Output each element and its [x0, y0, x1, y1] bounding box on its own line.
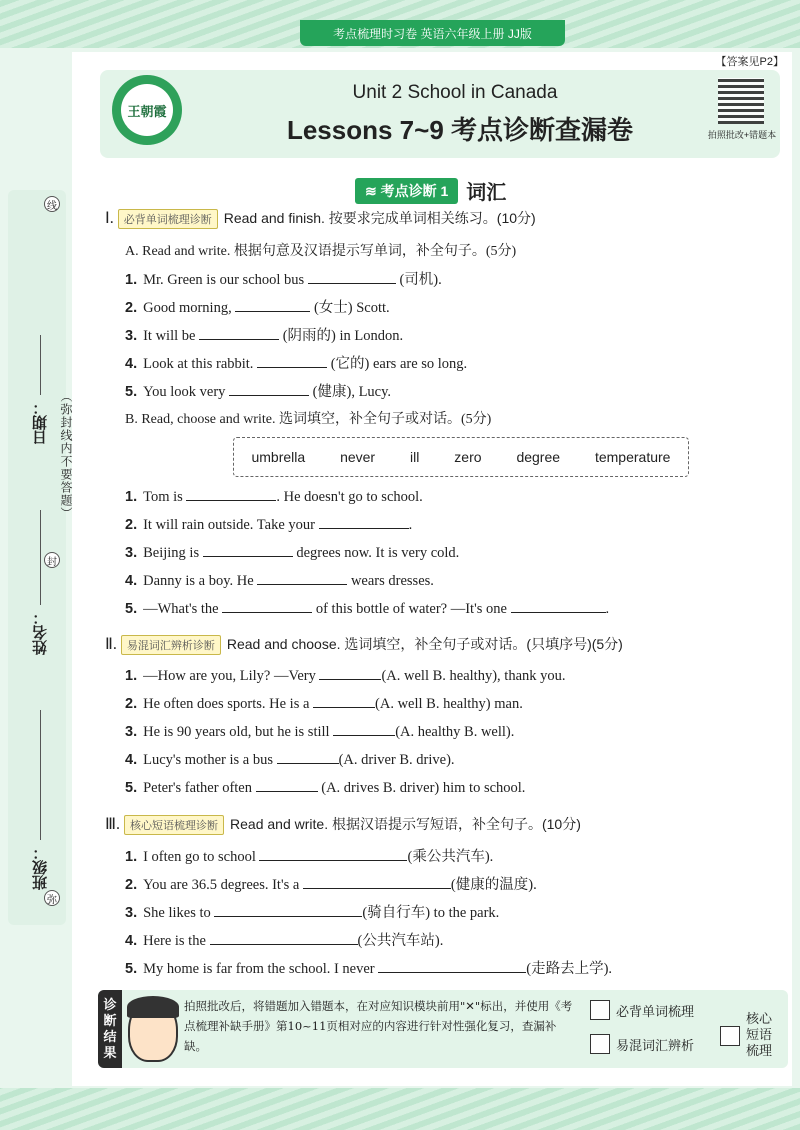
class-label: 班级： [32, 845, 49, 890]
answer-reference: 【答案见P2】 [712, 52, 788, 70]
check-confusing-words[interactable]: 易混词汇辨析 [590, 1034, 694, 1054]
answer-blank[interactable] [235, 297, 310, 312]
q3-heading: Ⅲ. 核心短语梳理诊断 Read and write. 根据汉语提示写短语，补全句子。(10分) [105, 816, 581, 833]
word-bank-item: degree [516, 449, 561, 465]
answer-blank[interactable] [303, 874, 451, 889]
cartoon-boy-icon [128, 998, 178, 1062]
section-tag: ≋ 考点诊断 1 [355, 178, 458, 204]
series-banner: 考点梳理时习卷 英语六年级上册 JJ版 [300, 20, 565, 46]
word-bank-item: umbrella [251, 449, 306, 465]
q3-item-5: 5. My home is far from the school. I never (走路去上学). [125, 957, 612, 978]
answer-blank[interactable] [308, 269, 396, 284]
q1b-item-3: 3. Beijing is degrees now. It is very cold. [125, 542, 459, 562]
answer-blank[interactable] [214, 902, 362, 917]
name-label: 姓名： [32, 610, 49, 655]
qr-caption: 拍照批改+错题本 [707, 130, 777, 140]
q2-item-1: 1. —How are you, Lily? —Very (A. well B. healthy), thank you. [125, 665, 566, 685]
answer-blank[interactable] [319, 665, 381, 680]
q1a-item-5: 5. You look very (健康), Lucy. [125, 380, 391, 401]
check-core-phrases[interactable]: 核心短语梳理 [720, 1012, 778, 1060]
q1b-item-5: 5. —What's the of this bottle of water? —It's one . [125, 598, 609, 618]
q1-heading: Ⅰ. 必背单词梳理诊断 Read and finish. 按要求完成单词相关练习。(10分) [105, 210, 536, 227]
date-line [40, 335, 41, 395]
lessons-title: Lessons 7~9 考点诊断查漏卷 [286, 115, 634, 145]
answer-blank[interactable] [256, 777, 318, 792]
diagnosis-instructions: 拍照批改后，将错题加入错题本，在对应知识模块前用"✕"标出，并使用《考点梳理补缺手册》第10~11页相对应的内容进行针对性强化复习，查漏补缺。 [184, 999, 573, 1053]
q1a-item-4: 4. Look at this rabbit. (它的) ears are so long. [125, 352, 467, 373]
checkbox-icon[interactable] [720, 1026, 740, 1046]
answer-blank[interactable] [313, 693, 375, 708]
answer-blank[interactable] [203, 542, 293, 557]
q1b-item-4: 4. Danny is a boy. He wears dresses. [125, 570, 434, 590]
section-title: 词汇 [466, 182, 507, 204]
answer-blank[interactable] [186, 486, 276, 501]
checkbox-icon[interactable] [590, 1034, 610, 1054]
check-required-words[interactable]: 必背单词梳理 [590, 1000, 694, 1020]
class-line [40, 710, 41, 840]
seal-mark-line: 线 [44, 196, 60, 212]
q2-item-2: 2. He often does sports. He is a (A. well B. healthy) man. [125, 693, 523, 713]
checkbox-icon[interactable] [590, 1000, 610, 1020]
bottom-band [0, 1088, 800, 1130]
section-heading [355, 176, 506, 205]
date-label: 日期： [32, 400, 49, 445]
word-bank-item: never [340, 449, 376, 465]
seal-mark-mi: 弥 [44, 890, 60, 906]
q2-item-4: 4. Lucy's mother is a bus (A. driver B. drive). [125, 749, 455, 769]
answer-blank[interactable] [210, 930, 358, 945]
brand-logo: 王朝霞 [112, 75, 182, 145]
answer-blank[interactable] [511, 598, 606, 613]
seal-note: （弥封线内不要答题） [59, 390, 73, 520]
q3-item-1: 1. I often go to school (乘公共汽车). [125, 845, 493, 866]
q3-item-2: 2. You are 36.5 degrees. It's a (健康的温度). [125, 873, 537, 894]
answer-blank[interactable] [257, 353, 327, 368]
answer-blank[interactable] [378, 958, 526, 973]
answer-blank[interactable] [277, 749, 339, 764]
answer-blank[interactable] [333, 721, 395, 736]
seal-mark-seal: 封 [44, 552, 60, 568]
answer-blank[interactable] [319, 514, 409, 529]
answer-blank[interactable] [259, 846, 407, 861]
q1b-item-2: 2. It will rain outside. Take your . [125, 514, 412, 534]
qr-code-icon[interactable] [718, 78, 764, 124]
q3-item-3: 3. She likes to (骑自行车) to the park. [125, 901, 499, 922]
answer-blank[interactable] [229, 381, 309, 396]
side-info-strip [8, 190, 73, 925]
q2-item-5: 5. Peter's father often (A. drives B. driver) him to school. [125, 777, 525, 797]
answer-blank[interactable] [222, 598, 312, 613]
unit-title: Unit 2 School in Canada [352, 82, 558, 103]
answer-blank[interactable] [199, 325, 279, 340]
word-bank-item: zero [454, 449, 482, 465]
word-bank-item: temperature [594, 449, 671, 465]
q1a-item-2: 2. Good morning, (女士) Scott. [125, 296, 390, 317]
diagnosis-label: 诊 断 结 果 [98, 990, 122, 1068]
q3-item-4: 4. Here is the (公共汽车站). [125, 929, 443, 950]
q2-heading: Ⅱ. 易混词汇辨析诊断 Read and choose. 选词填空，补全句子或对话。(只填序号)(5分) [105, 636, 623, 653]
word-bank-item: ill [410, 449, 420, 465]
answer-blank[interactable] [257, 570, 347, 585]
q2-item-3: 3. He is 90 years old, but he is still (A. healthy B. well). [125, 721, 514, 741]
q1b-item-1: 1. Tom is . He doesn't go to school. [125, 486, 423, 506]
name-line [40, 510, 41, 605]
q1-b-heading: B. Read, choose and write. 选词填空，补全句子或对话。(5分) [125, 412, 492, 427]
q1-a-heading: A. Read and write. 根据句意及汉语提示写单词，补全句子。(5分) [125, 244, 517, 259]
q1a-item-3: 3. It will be (阴雨的) in London. [125, 324, 403, 345]
word-bank [233, 437, 689, 477]
q1a-item-1: 1. Mr. Green is our school bus (司机). [125, 268, 442, 289]
